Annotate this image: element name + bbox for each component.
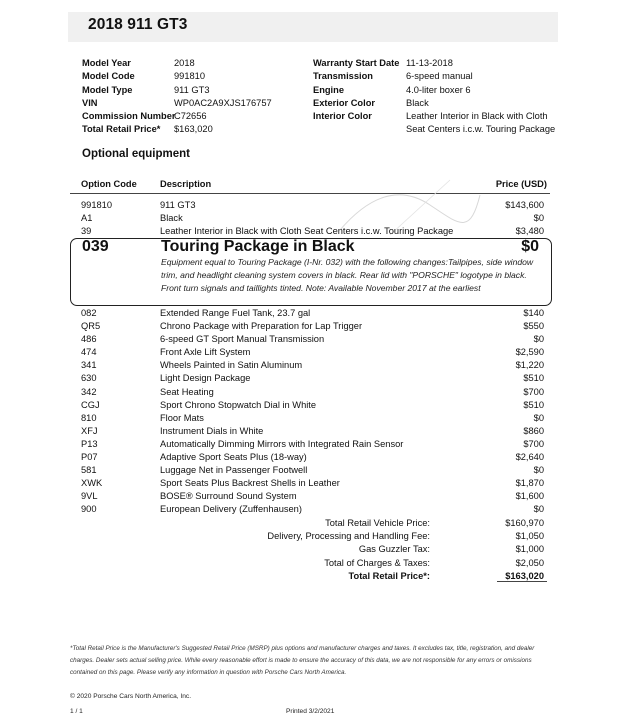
option-row [78, 386, 550, 399]
option-row [78, 212, 550, 225]
option-price: $700 [523, 438, 544, 449]
option-description: Light Design Package [160, 373, 251, 384]
option-code: 581 [81, 465, 97, 476]
option-description: 911 GT3 [160, 200, 196, 210]
option-row [78, 199, 550, 212]
option-code: A1 [81, 213, 93, 224]
spec-label: Total Retail Price* [82, 124, 161, 135]
option-code: 486 [81, 334, 97, 345]
option-code: P07 [81, 452, 98, 463]
option-price: $0 [533, 465, 544, 476]
spec-value: Seat Centers i.c.w. Touring Package [406, 124, 556, 135]
header-option-code: Option Code [81, 179, 137, 189]
option-row [78, 477, 550, 490]
printed-date: Printed 3/2/2021 [286, 708, 335, 715]
spec-label: Exterior Color [313, 97, 375, 108]
spec-value: 911 GT3 [174, 84, 210, 95]
spec-label: Engine [313, 84, 344, 95]
total-value: $2,050 [515, 557, 544, 568]
touring-package-box [70, 238, 552, 306]
option-price: $0 [533, 213, 544, 224]
option-price: $860 [523, 425, 544, 436]
header-price: Price (USD) [495, 179, 547, 189]
page-number: 1 / 1 [70, 708, 83, 715]
option-code: 810 [81, 412, 97, 423]
option-description: Seat Heating [160, 386, 214, 397]
option-row [78, 359, 550, 372]
spec-label: Interior Color [313, 111, 372, 122]
touring-note: Equipment equal to Touring Package (I-Nr. 032) with the following changes:Tailpipes, side window trim, and headlight cleaning system covers in black. Rear lid with "PORSCHE" logotype in black. Front turn signals and taillights tinted. Note: Available November 2017 at the earliest [161, 257, 534, 293]
option-code: 39 [81, 226, 92, 237]
option-price: $1,870 [515, 478, 544, 489]
touring-row [79, 240, 545, 253]
spec-value: 4.0-liter boxer 6 [406, 84, 471, 95]
options-list-bottom [78, 307, 550, 517]
option-description: Extended Range Fuel Tank, 23.7 gal [160, 308, 311, 318]
option-description: Sport Chrono Stopwatch Dial in White [160, 399, 317, 410]
option-row [78, 490, 550, 503]
spec-value: $163,020 [174, 124, 213, 135]
option-code: XWK [81, 478, 103, 489]
total-label: Total Retail Price*: [348, 570, 430, 581]
option-code: 9VL [81, 491, 98, 502]
option-row [78, 451, 550, 464]
spec-value: 6-speed manual [406, 71, 473, 82]
option-description: Chrono Package with Preparation for Lap Trigger [160, 321, 363, 332]
spec-label: Model Code [82, 71, 135, 82]
spec-label: VIN [82, 97, 98, 108]
option-price: $0 [533, 412, 544, 423]
spec-value: 991810 [174, 71, 206, 82]
copyright: © 2020 Porsche Cars North America, Inc. [70, 693, 192, 700]
spec-value: Leather Interior in Black with Cloth [406, 111, 548, 122]
option-description: European Delivery (Zuffenhausen) [160, 504, 302, 515]
option-description: Sport Seats Plus Backrest Shells in Leather [160, 478, 340, 489]
option-code: 630 [81, 373, 97, 384]
options-list-top [78, 199, 550, 238]
option-row [78, 438, 550, 451]
option-price: $510 [523, 373, 544, 384]
spec-value: Black [406, 97, 429, 108]
option-description: Touring Package in Black [161, 238, 355, 255]
spec-value: 11-13-2018 [406, 58, 453, 68]
option-price: $140 [523, 308, 544, 318]
option-code: 474 [81, 347, 97, 358]
total-value: $1,000 [515, 544, 544, 555]
total-row [200, 530, 550, 543]
total-divider [497, 581, 547, 582]
option-code: QR5 [81, 321, 101, 332]
total-value: $160,970 [505, 518, 544, 528]
option-row [78, 307, 550, 320]
option-description: Adaptive Sport Seats Plus (18-way) [160, 452, 307, 463]
option-price: $0 [533, 504, 544, 515]
option-row [78, 320, 550, 333]
option-price: $0 [533, 334, 544, 345]
option-code: CGJ [81, 399, 100, 410]
option-code: 039 [82, 238, 109, 255]
spec-label [313, 123, 399, 136]
total-row [200, 543, 550, 556]
option-description: Luggage Net in Passenger Footwell [160, 465, 308, 476]
option-description: Floor Mats [160, 412, 204, 423]
option-row [78, 399, 550, 412]
option-description: Front Axle Lift System [160, 347, 251, 358]
option-row [78, 372, 550, 385]
option-price: $550 [523, 321, 544, 332]
option-description: BOSE® Surround Sound System [160, 491, 297, 502]
spec-value: C72656 [174, 111, 207, 122]
option-row [78, 333, 550, 346]
option-description: Instrument Dials in White [160, 425, 264, 436]
total-value: $163,020 [505, 570, 544, 581]
option-row [78, 346, 550, 359]
spec-label: Warranty Start Date [313, 58, 400, 68]
total-label: Total of Charges & Taxes: [324, 557, 430, 568]
page-title: 2018 911 GT3 [88, 16, 188, 33]
specs-left-values [174, 57, 272, 137]
option-price: $2,640 [515, 452, 544, 463]
option-price: $1,220 [515, 360, 544, 371]
option-price: $2,590 [515, 347, 544, 358]
option-price: $510 [523, 399, 544, 410]
option-description: Wheels Painted in Satin Aluminum [160, 360, 303, 371]
option-description: 6-speed GT Sport Manual Transmission [160, 334, 325, 345]
spec-label: Model Year [82, 58, 131, 68]
specs-right [313, 57, 399, 137]
header-description: Description [160, 179, 212, 189]
option-code: 900 [81, 504, 97, 515]
option-price: $3,480 [515, 226, 544, 237]
total-label: Total Retail Vehicle Price: [325, 518, 430, 528]
option-description: Leather Interior in Black with Cloth Seat Centers i.c.w. Touring Package [160, 226, 454, 237]
total-label: Delivery, Processing and Handling Fee: [267, 531, 430, 542]
option-row [78, 464, 550, 477]
section-title: Optional equipment [82, 148, 190, 160]
spec-value: 2018 [174, 58, 195, 68]
specs-right-values [406, 57, 555, 137]
spec-label: Model Type [82, 84, 133, 95]
spec-label: Commission Number [82, 111, 176, 122]
option-code: 082 [81, 308, 97, 318]
option-code: P13 [81, 438, 98, 449]
option-code: 991810 [81, 200, 113, 210]
option-code: XFJ [81, 425, 98, 436]
option-price: $143,600 [505, 200, 544, 210]
footnote: *Total Retail Price is the Manufacturer's Suggested Retail Price (MSRP) plus options and manufacturer charges and taxes. It excludes tax, title, registration, and dealer charges. Dealer sets actual selling price. While every reasonable effort is made to ensure the accuracy of this data, we are not responsible for any errors or omissions contained on this page. Please verify any information in question with Porsche Cars North America. [70, 645, 535, 676]
option-row [78, 503, 550, 516]
option-price: $700 [523, 386, 544, 397]
option-description: Automatically Dimming Mirrors with Integrated Rain Sensor [160, 438, 404, 449]
total-row [200, 557, 550, 570]
spec-value: WP0AC2A9XJS176757 [174, 97, 272, 108]
option-description: Black [160, 213, 183, 224]
specs-left [82, 57, 176, 137]
totals-block [200, 517, 550, 583]
option-row [78, 225, 550, 238]
option-price: $0 [521, 238, 539, 255]
spec-label: Transmission [313, 71, 373, 82]
total-row [200, 517, 550, 530]
option-row [78, 412, 550, 425]
option-code: 342 [81, 386, 97, 397]
option-row [78, 425, 550, 438]
option-code: 341 [81, 360, 97, 371]
option-price: $1,600 [515, 491, 544, 502]
total-label: Gas Guzzler Tax: [358, 544, 430, 555]
total-value: $1,050 [515, 531, 544, 542]
